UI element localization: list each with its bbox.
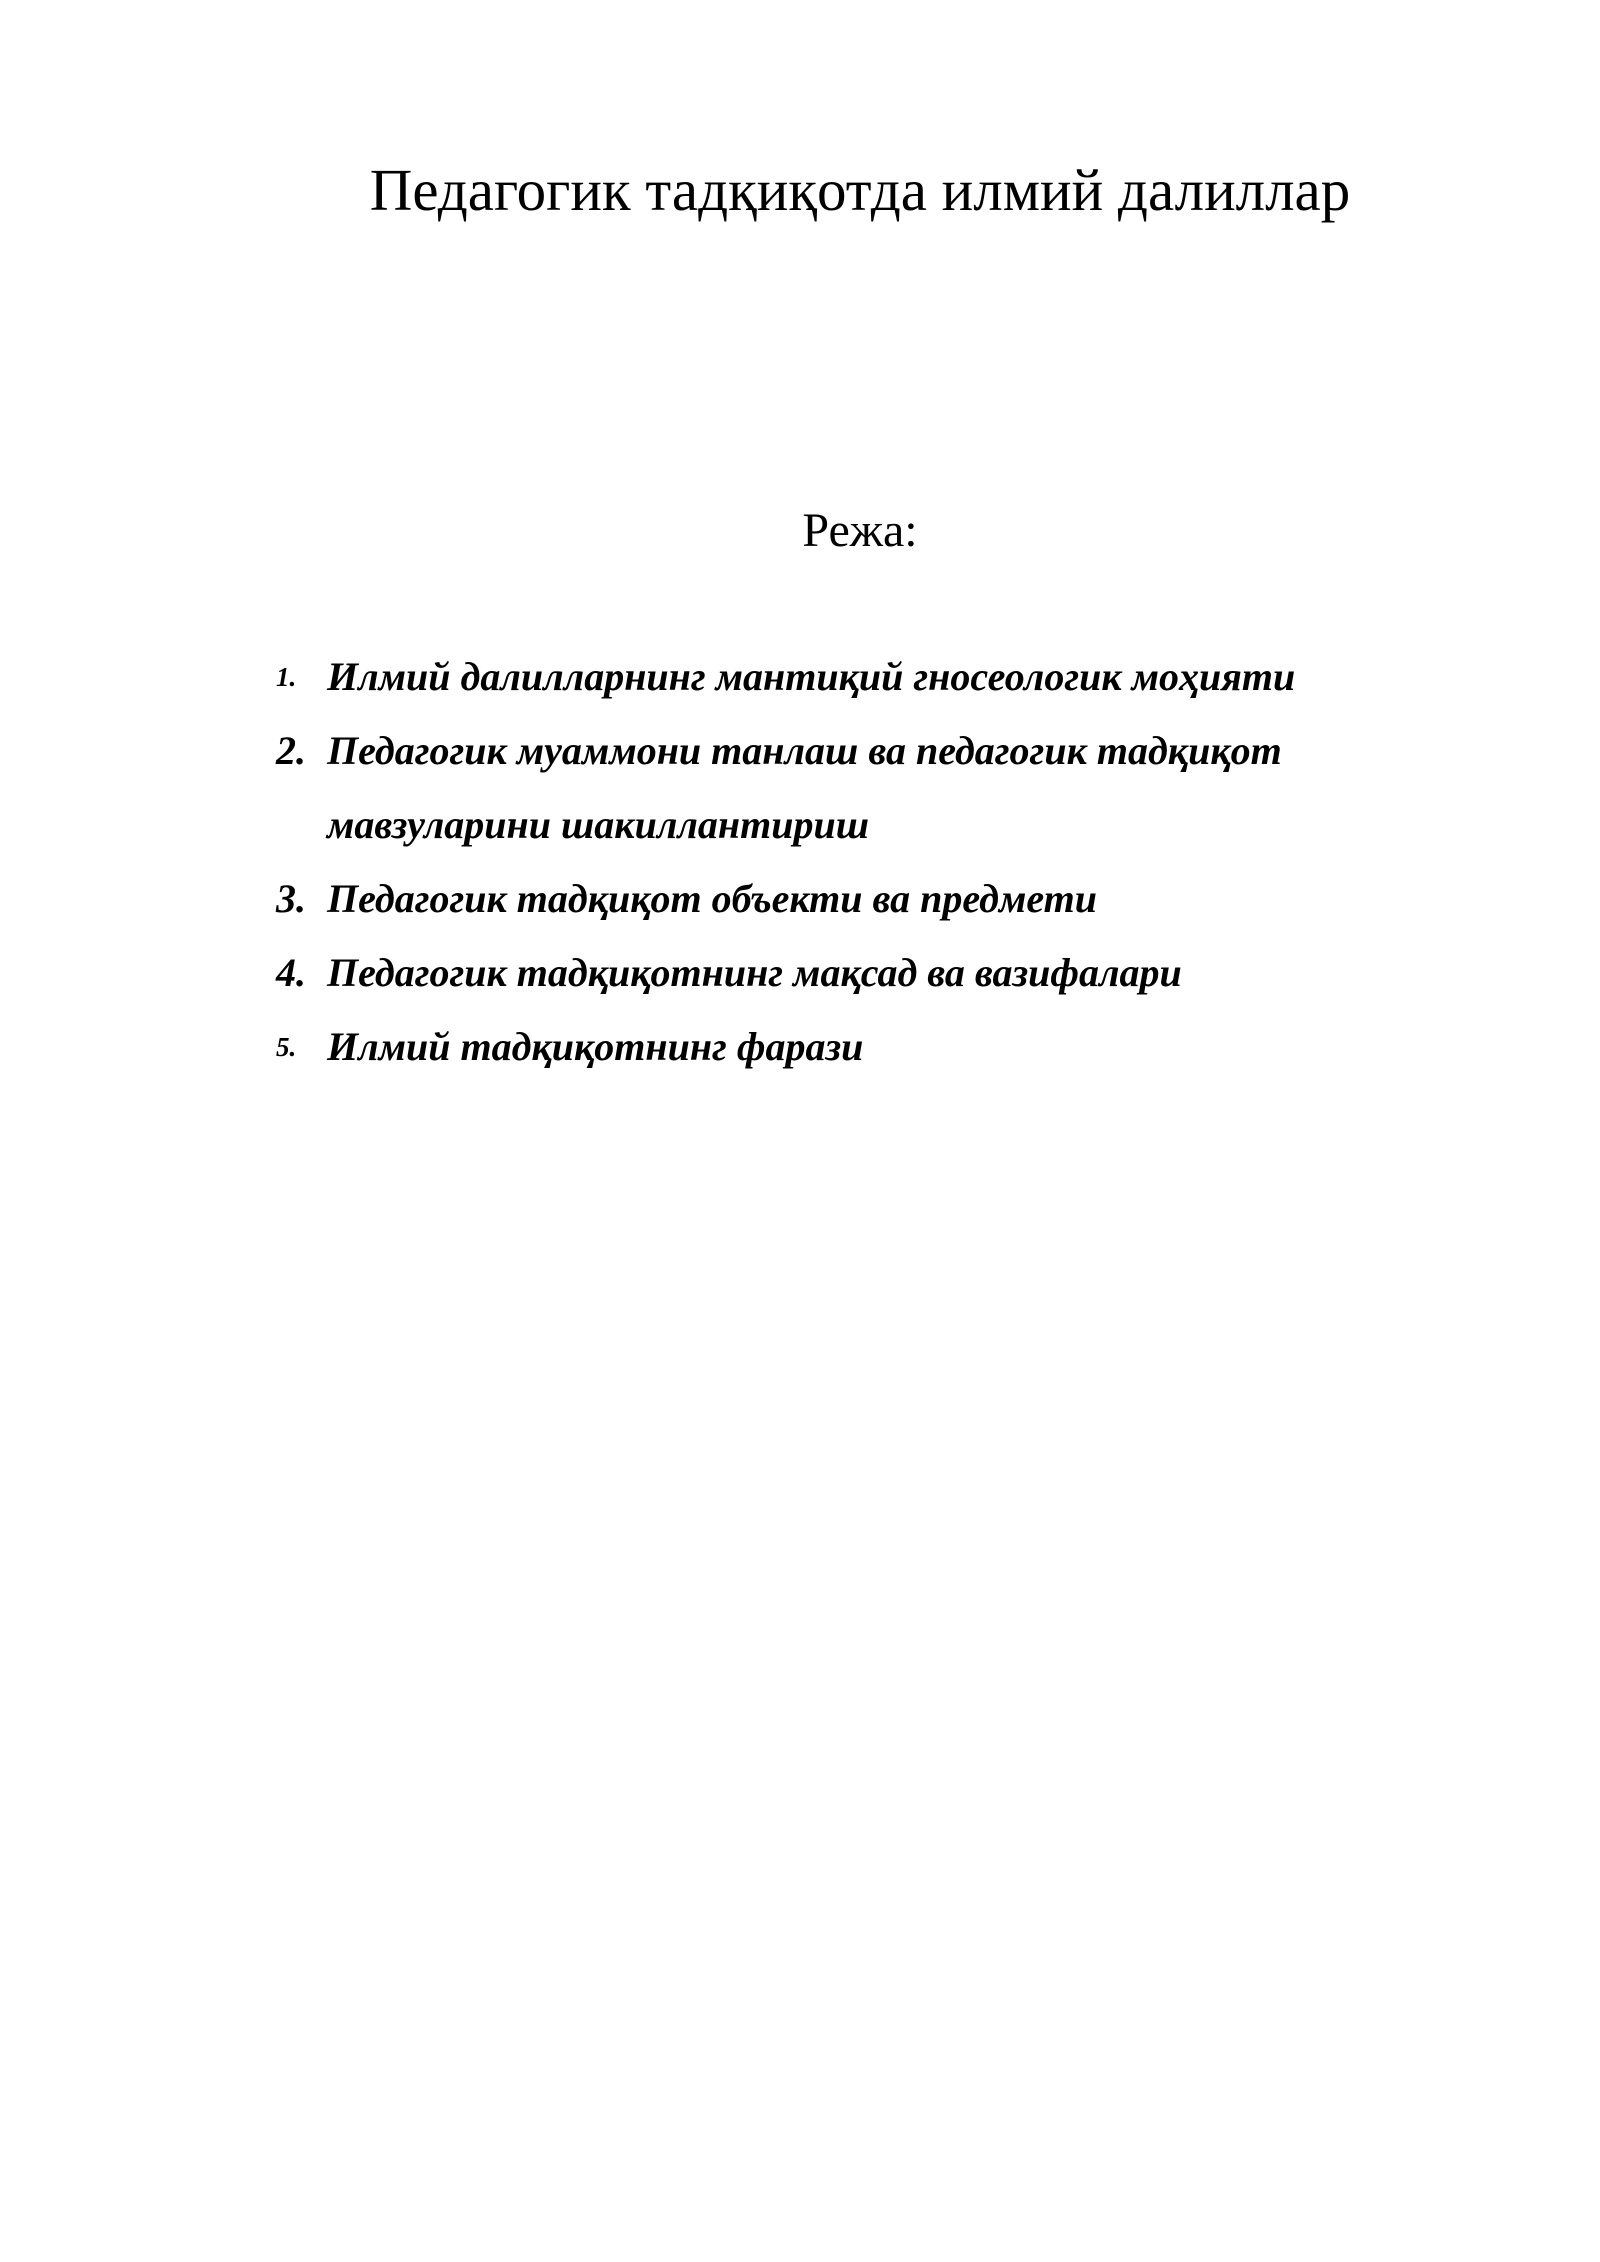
plan-item-3	[276, 862, 1376, 936]
plan-item-1	[276, 640, 1376, 714]
plan-item-number: 3.	[276, 876, 306, 921]
plan-item-2	[276, 714, 1376, 862]
plan-item-number: 4.	[276, 950, 306, 995]
plan-item-text: Педагогик тадқиқотнинг мақсад ва вазифалари	[327, 950, 1182, 995]
plan-item-text: Педагогик муаммони танлаш ва педагогик тадқиқот мавзуларини шакиллантириш	[327, 728, 1282, 847]
plan-item-number: 1.	[276, 662, 297, 692]
plan-list	[276, 640, 1376, 1084]
document-title: Педагогик тадқиқотда илмий далиллар	[369, 157, 1351, 223]
plan-item-number: 5.	[276, 1032, 297, 1062]
plan-item-4	[276, 936, 1376, 1010]
plan-item-text: Педагогик тадқиқот объекти ва предмети	[327, 876, 1097, 921]
plan-item-text: Илмий тадқиқотнинг фарази	[327, 1024, 864, 1069]
plan-heading: Режа:	[802, 504, 918, 557]
plan-item-text: Илмий далилларнинг мантиқий гносеологик моҳияти	[327, 654, 1296, 699]
plan-item-number: 2.	[276, 728, 306, 773]
plan-item-5	[276, 1010, 1376, 1084]
